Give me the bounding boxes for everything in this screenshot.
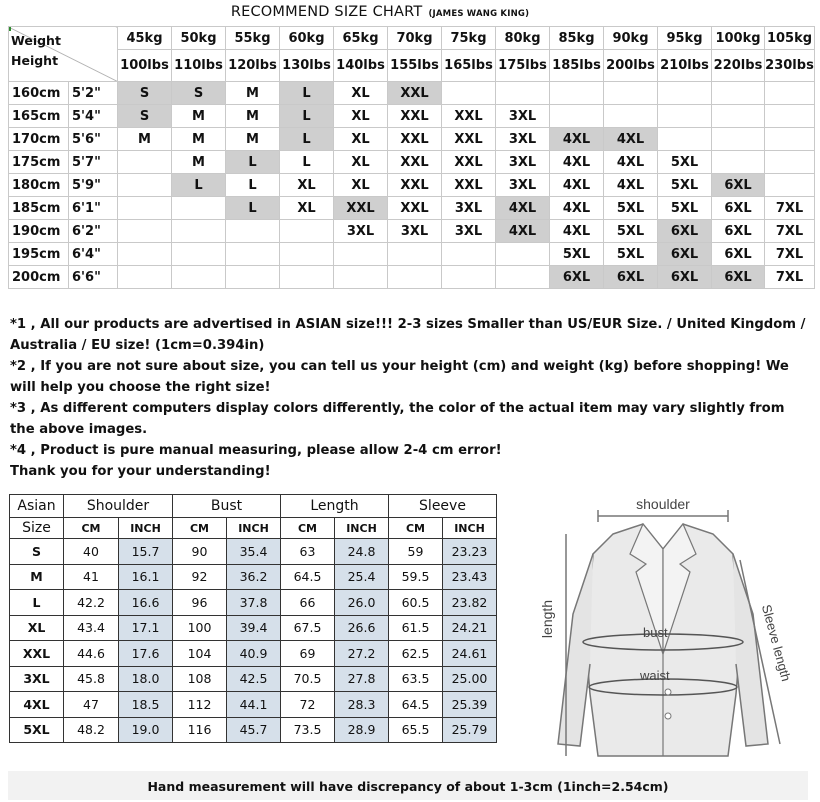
measure-unit-row bbox=[10, 518, 497, 539]
size-cell bbox=[280, 243, 334, 266]
size-cell bbox=[226, 243, 280, 266]
size-cell: L bbox=[280, 105, 334, 128]
size-cell bbox=[712, 128, 765, 151]
measure-row bbox=[10, 615, 497, 641]
cm-value: 41 bbox=[64, 564, 119, 590]
weight-kg-header: 80kg bbox=[496, 27, 550, 50]
size-cell bbox=[334, 266, 388, 289]
size-cell bbox=[550, 105, 604, 128]
size-cell: 6XL bbox=[550, 266, 604, 289]
measure-group-row bbox=[10, 495, 497, 518]
inch-value: 19.0 bbox=[119, 717, 173, 743]
size-cell: XXL bbox=[388, 128, 442, 151]
button-icon bbox=[665, 689, 671, 695]
size-cell: XXL bbox=[334, 197, 388, 220]
size-cell: XL bbox=[334, 82, 388, 105]
shoulder-header: Shoulder bbox=[64, 495, 173, 518]
size-cell: XL bbox=[334, 128, 388, 151]
weight-kg-header: 45kg bbox=[118, 27, 172, 50]
weight-lbs-header: 140lbs bbox=[334, 50, 388, 82]
height-ft: 6'2" bbox=[69, 220, 118, 243]
measure-row bbox=[10, 641, 497, 667]
size-cell bbox=[496, 243, 550, 266]
inch-value: 17.1 bbox=[119, 615, 173, 641]
cm-value: 60.5 bbox=[389, 590, 443, 616]
note-4: *4 , Product is pure manual measuring, please allow 2-4 cm error! bbox=[10, 443, 502, 458]
cm-value: 43.4 bbox=[64, 615, 119, 641]
size-cell bbox=[172, 197, 226, 220]
cm-value: 108 bbox=[173, 666, 227, 692]
weight-kg-header: 105kg bbox=[765, 27, 815, 50]
size-cell: 4XL bbox=[604, 151, 658, 174]
size-cell: 6XL bbox=[712, 266, 765, 289]
size-cell: 3XL bbox=[496, 128, 550, 151]
size-cell bbox=[226, 220, 280, 243]
size-cell: 5XL bbox=[604, 197, 658, 220]
size-cell: 4XL bbox=[550, 220, 604, 243]
size-cell bbox=[280, 220, 334, 243]
size-cell: M bbox=[172, 105, 226, 128]
size-cell bbox=[496, 266, 550, 289]
height-ft: 6'4" bbox=[69, 243, 118, 266]
weight-kg-header: 50kg bbox=[172, 27, 226, 50]
height-ft: 5'2" bbox=[69, 82, 118, 105]
cm-value: 69 bbox=[281, 641, 335, 667]
cm-value: 40 bbox=[64, 539, 119, 565]
size-cell: S bbox=[118, 105, 172, 128]
inch-value: 40.9 bbox=[227, 641, 281, 667]
unit-cm: CM bbox=[173, 518, 227, 539]
jacket-diagram bbox=[518, 494, 806, 766]
size-cell: 4XL bbox=[550, 128, 604, 151]
cm-value: 66 bbox=[281, 590, 335, 616]
size-cell: XXL bbox=[388, 174, 442, 197]
size-cell: 7XL bbox=[765, 197, 815, 220]
size-cell bbox=[712, 151, 765, 174]
length-label: length bbox=[539, 599, 555, 639]
weight-kg-header: 95kg bbox=[658, 27, 712, 50]
cm-value: 104 bbox=[173, 641, 227, 667]
weight-lbs-header: 175lbs bbox=[496, 50, 550, 82]
cm-value: 100 bbox=[173, 615, 227, 641]
right-sleeve bbox=[733, 554, 768, 746]
size-cell: XL bbox=[280, 197, 334, 220]
size-cell: XXL bbox=[388, 105, 442, 128]
weight-header: Weight bbox=[11, 33, 61, 48]
measure-row bbox=[10, 692, 497, 718]
inch-value: 39.4 bbox=[227, 615, 281, 641]
unit-inch: INCH bbox=[227, 518, 281, 539]
size-cell: 3XL bbox=[496, 105, 550, 128]
inch-value: 16.1 bbox=[119, 564, 173, 590]
brand-name: (JAMES WANG KING) bbox=[428, 9, 530, 19]
cm-value: 45.8 bbox=[64, 666, 119, 692]
measurement-table bbox=[9, 494, 497, 743]
size-cell bbox=[442, 266, 496, 289]
size-cell: 6XL bbox=[712, 197, 765, 220]
inch-value: 37.8 bbox=[227, 590, 281, 616]
size-cell: L bbox=[226, 174, 280, 197]
cm-value: 63 bbox=[281, 539, 335, 565]
sleeve-label: Sleeve length bbox=[758, 602, 794, 683]
size-cell: 6XL bbox=[712, 220, 765, 243]
sleeve-header: Sleeve bbox=[389, 495, 497, 518]
bust-header: Bust bbox=[173, 495, 281, 518]
size-cell: XXL bbox=[388, 197, 442, 220]
corner-mark-icon bbox=[9, 27, 15, 32]
inch-value: 27.8 bbox=[335, 666, 389, 692]
size-chart-row bbox=[9, 197, 815, 220]
height-ft: 5'4" bbox=[69, 105, 118, 128]
size-cell: M bbox=[226, 82, 280, 105]
size-label: XXL bbox=[10, 641, 64, 667]
size-cell: XL bbox=[334, 151, 388, 174]
unit-inch: INCH bbox=[443, 518, 497, 539]
size-cell: 6XL bbox=[658, 266, 712, 289]
inch-value: 26.6 bbox=[335, 615, 389, 641]
size-cell bbox=[658, 128, 712, 151]
size-cell: L bbox=[280, 151, 334, 174]
inch-value: 28.9 bbox=[335, 717, 389, 743]
note-1 bbox=[10, 314, 810, 356]
inch-value: 25.79 bbox=[443, 717, 497, 743]
size-cell: M bbox=[118, 128, 172, 151]
height-ft: 5'6" bbox=[69, 128, 118, 151]
inch-value: 35.4 bbox=[227, 539, 281, 565]
cm-value: 72 bbox=[281, 692, 335, 718]
size-cell bbox=[765, 174, 815, 197]
height-cm: 195cm bbox=[9, 243, 69, 266]
shoulder-label: shoulder bbox=[636, 496, 690, 512]
height-cm: 185cm bbox=[9, 197, 69, 220]
size-cell: 4XL bbox=[496, 197, 550, 220]
cm-value: 47 bbox=[64, 692, 119, 718]
size-cell: 3XL bbox=[442, 197, 496, 220]
size-cell bbox=[280, 266, 334, 289]
height-cm: 170cm bbox=[9, 128, 69, 151]
size-cell bbox=[118, 174, 172, 197]
size-label: 4XL bbox=[10, 692, 64, 718]
weight-kg-header: 85kg bbox=[550, 27, 604, 50]
weight-lbs-header: 185lbs bbox=[550, 50, 604, 82]
size-cell bbox=[712, 105, 765, 128]
inch-value: 23.23 bbox=[443, 539, 497, 565]
measure-row bbox=[10, 717, 497, 743]
size-cell: 7XL bbox=[765, 243, 815, 266]
cm-value: 67.5 bbox=[281, 615, 335, 641]
inch-value: 25.00 bbox=[443, 666, 497, 692]
size-chart-row bbox=[9, 220, 815, 243]
size-cell: 4XL bbox=[550, 197, 604, 220]
height-ft: 6'6" bbox=[69, 266, 118, 289]
inch-value: 18.0 bbox=[119, 666, 173, 692]
inch-value: 18.5 bbox=[119, 692, 173, 718]
footer-note: Hand measurement will have discrepancy of about 1-3cm (1inch=2.54cm) bbox=[8, 771, 808, 800]
weight-kg-header: 100kg bbox=[712, 27, 765, 50]
size-cell: XXL bbox=[442, 128, 496, 151]
size-cell: 5XL bbox=[550, 243, 604, 266]
cm-value: 61.5 bbox=[389, 615, 443, 641]
cm-value: 70.5 bbox=[281, 666, 335, 692]
size-cell bbox=[388, 266, 442, 289]
weight-lbs-header: 165lbs bbox=[442, 50, 496, 82]
unit-cm: CM bbox=[64, 518, 119, 539]
height-ft: 5'9" bbox=[69, 174, 118, 197]
note-1-text: *1 , All our products are advertised in ASIAN size!!! 2-3 sizes Smaller than US/EUR Size. / United Kingdom / Australia / EU size! (1cm=0.394in) bbox=[10, 317, 806, 353]
size-cell: 3XL bbox=[388, 220, 442, 243]
inch-value: 28.3 bbox=[335, 692, 389, 718]
size-cell: 3XL bbox=[496, 174, 550, 197]
height-cm: 160cm bbox=[9, 82, 69, 105]
weight-lbs-header: 155lbs bbox=[388, 50, 442, 82]
height-cm: 190cm bbox=[9, 220, 69, 243]
size-cell bbox=[765, 151, 815, 174]
size-chart-row bbox=[9, 174, 815, 197]
cm-value: 96 bbox=[173, 590, 227, 616]
weight-lbs-header: 110lbs bbox=[172, 50, 226, 82]
size-cell bbox=[334, 243, 388, 266]
inch-value: 27.2 bbox=[335, 641, 389, 667]
size-chart-row bbox=[9, 128, 815, 151]
unit-inch: INCH bbox=[335, 518, 389, 539]
size-cell: S bbox=[172, 82, 226, 105]
size-cell bbox=[765, 105, 815, 128]
size-label: S bbox=[10, 539, 64, 565]
size-cell bbox=[658, 82, 712, 105]
height-ft: 5'7" bbox=[69, 151, 118, 174]
inch-value: 23.43 bbox=[443, 564, 497, 590]
size-cell: L bbox=[226, 197, 280, 220]
size-cell: 4XL bbox=[550, 174, 604, 197]
chart-title-text: RECOMMEND SIZE CHART bbox=[230, 4, 423, 20]
inch-value: 17.6 bbox=[119, 641, 173, 667]
size-chart-row bbox=[9, 82, 815, 105]
size-cell: 6XL bbox=[712, 243, 765, 266]
size-chart-row bbox=[9, 105, 815, 128]
chart-title bbox=[0, 4, 760, 20]
size-cell: M bbox=[226, 105, 280, 128]
cm-value: 116 bbox=[173, 717, 227, 743]
corner-header bbox=[9, 27, 118, 82]
size-cell: XXL bbox=[442, 105, 496, 128]
size-cell bbox=[118, 266, 172, 289]
size-cell: XL bbox=[280, 174, 334, 197]
weight-lbs-header: 130lbs bbox=[280, 50, 334, 82]
size-cell: 3XL bbox=[334, 220, 388, 243]
size-cell: S bbox=[118, 82, 172, 105]
note-3: *3 , As different computers display colors differently, the color of the actual item may vary slightly from the above images. bbox=[10, 401, 785, 437]
size-cell bbox=[442, 82, 496, 105]
cm-value: 59.5 bbox=[389, 564, 443, 590]
weight-kg-header: 90kg bbox=[604, 27, 658, 50]
size-cell: 4XL bbox=[550, 151, 604, 174]
height-ft: 6'1" bbox=[69, 197, 118, 220]
note-2: *2 , If you are not sure about size, you can tell us your height (cm) and weight (kg) before shopping! We will help you choose the right size! bbox=[10, 359, 789, 395]
size-cell: 5XL bbox=[658, 197, 712, 220]
weight-kg-header: 60kg bbox=[280, 27, 334, 50]
length-header: Length bbox=[281, 495, 389, 518]
size-cell bbox=[172, 243, 226, 266]
size-cell: 4XL bbox=[604, 128, 658, 151]
weight-kg-header: 55kg bbox=[226, 27, 280, 50]
size-cell: XXL bbox=[442, 151, 496, 174]
cm-value: 92 bbox=[173, 564, 227, 590]
size-cell: 6XL bbox=[604, 266, 658, 289]
height-cm: 200cm bbox=[9, 266, 69, 289]
size-cell: 6XL bbox=[712, 174, 765, 197]
size-cell bbox=[550, 82, 604, 105]
size-chart-row bbox=[9, 266, 815, 289]
weight-lbs-header: 200lbs bbox=[604, 50, 658, 82]
weight-kg-header: 65kg bbox=[334, 27, 388, 50]
size-cell: XXL bbox=[388, 151, 442, 174]
size-cell bbox=[388, 243, 442, 266]
size-chart-table bbox=[8, 26, 815, 289]
size-chart-row bbox=[9, 151, 815, 174]
size-cell: M bbox=[172, 128, 226, 151]
inch-value: 45.7 bbox=[227, 717, 281, 743]
size-cell: 6XL bbox=[658, 243, 712, 266]
size-cell bbox=[172, 266, 226, 289]
inch-value: 26.0 bbox=[335, 590, 389, 616]
cm-value: 64.5 bbox=[281, 564, 335, 590]
cm-value: 42.2 bbox=[64, 590, 119, 616]
size-label: 5XL bbox=[10, 717, 64, 743]
size-header: Size bbox=[10, 518, 64, 539]
size-cell bbox=[712, 82, 765, 105]
size-cell: L bbox=[226, 151, 280, 174]
weight-kg-row bbox=[9, 27, 815, 50]
measure-row bbox=[10, 590, 497, 616]
inch-value: 25.39 bbox=[443, 692, 497, 718]
size-cell: 3XL bbox=[442, 220, 496, 243]
size-label: L bbox=[10, 590, 64, 616]
size-cell: 5XL bbox=[604, 220, 658, 243]
size-cell: 5XL bbox=[658, 174, 712, 197]
height-cm: 165cm bbox=[9, 105, 69, 128]
weight-lbs-header: 220lbs bbox=[712, 50, 765, 82]
cm-value: 73.5 bbox=[281, 717, 335, 743]
size-label: 3XL bbox=[10, 666, 64, 692]
size-cell: 6XL bbox=[658, 220, 712, 243]
cm-value: 48.2 bbox=[64, 717, 119, 743]
weight-lbs-header: 210lbs bbox=[658, 50, 712, 82]
cm-value: 112 bbox=[173, 692, 227, 718]
weight-lbs-row bbox=[9, 50, 815, 82]
cm-value: 64.5 bbox=[389, 692, 443, 718]
weight-lbs-header: 120lbs bbox=[226, 50, 280, 82]
height-cm: 180cm bbox=[9, 174, 69, 197]
size-cell bbox=[226, 266, 280, 289]
weight-lbs-header: 100lbs bbox=[118, 50, 172, 82]
size-cell bbox=[496, 82, 550, 105]
measure-row bbox=[10, 564, 497, 590]
size-cell bbox=[118, 243, 172, 266]
unit-cm: CM bbox=[389, 518, 443, 539]
cm-value: 59 bbox=[389, 539, 443, 565]
cm-value: 63.5 bbox=[389, 666, 443, 692]
size-cell: XXL bbox=[388, 82, 442, 105]
size-cell bbox=[658, 105, 712, 128]
height-cm: 175cm bbox=[9, 151, 69, 174]
size-cell: M bbox=[172, 151, 226, 174]
size-cell: L bbox=[280, 82, 334, 105]
weight-lbs-header: 230lbs bbox=[765, 50, 815, 82]
size-cell: 7XL bbox=[765, 220, 815, 243]
note-5: Thank you for your understanding! bbox=[10, 464, 271, 479]
inch-value: 25.4 bbox=[335, 564, 389, 590]
size-cell bbox=[604, 82, 658, 105]
cm-value: 65.5 bbox=[389, 717, 443, 743]
size-cell bbox=[442, 243, 496, 266]
inch-value: 36.2 bbox=[227, 564, 281, 590]
inch-value: 16.6 bbox=[119, 590, 173, 616]
size-cell bbox=[118, 220, 172, 243]
left-sleeve bbox=[558, 554, 593, 746]
size-chart-row bbox=[9, 243, 815, 266]
size-cell: 5XL bbox=[604, 243, 658, 266]
size-cell bbox=[765, 128, 815, 151]
size-cell: XL bbox=[334, 105, 388, 128]
size-cell bbox=[118, 151, 172, 174]
size-cell: XL bbox=[334, 174, 388, 197]
size-cell: L bbox=[280, 128, 334, 151]
unit-cm: CM bbox=[281, 518, 335, 539]
size-cell: 3XL bbox=[496, 151, 550, 174]
inch-value: 24.61 bbox=[443, 641, 497, 667]
inch-value: 24.8 bbox=[335, 539, 389, 565]
button-icon bbox=[665, 713, 671, 719]
size-cell: 4XL bbox=[604, 174, 658, 197]
size-cell: 7XL bbox=[765, 266, 815, 289]
asian-header: Asian bbox=[10, 495, 64, 518]
weight-kg-header: 75kg bbox=[442, 27, 496, 50]
size-cell bbox=[765, 82, 815, 105]
cm-value: 62.5 bbox=[389, 641, 443, 667]
size-cell: XXL bbox=[442, 174, 496, 197]
size-cell bbox=[604, 105, 658, 128]
inch-value: 44.1 bbox=[227, 692, 281, 718]
size-label: XL bbox=[10, 615, 64, 641]
size-cell: M bbox=[226, 128, 280, 151]
inch-value: 42.5 bbox=[227, 666, 281, 692]
jacket-illustration bbox=[518, 494, 806, 766]
height-header: Height bbox=[11, 53, 59, 68]
size-cell: 5XL bbox=[658, 151, 712, 174]
measure-row bbox=[10, 666, 497, 692]
inch-value: 24.21 bbox=[443, 615, 497, 641]
size-label: M bbox=[10, 564, 64, 590]
size-cell: 4XL bbox=[496, 220, 550, 243]
unit-inch: INCH bbox=[119, 518, 173, 539]
bust-label: bust bbox=[643, 625, 668, 640]
waist-label: waist bbox=[640, 668, 670, 683]
measure-row bbox=[10, 539, 497, 565]
inch-value: 23.82 bbox=[443, 590, 497, 616]
cm-value: 44.6 bbox=[64, 641, 119, 667]
size-notes bbox=[10, 314, 810, 482]
size-cell bbox=[118, 197, 172, 220]
size-cell: L bbox=[172, 174, 226, 197]
inch-value: 15.7 bbox=[119, 539, 173, 565]
weight-kg-header: 70kg bbox=[388, 27, 442, 50]
size-cell bbox=[172, 220, 226, 243]
cm-value: 90 bbox=[173, 539, 227, 565]
